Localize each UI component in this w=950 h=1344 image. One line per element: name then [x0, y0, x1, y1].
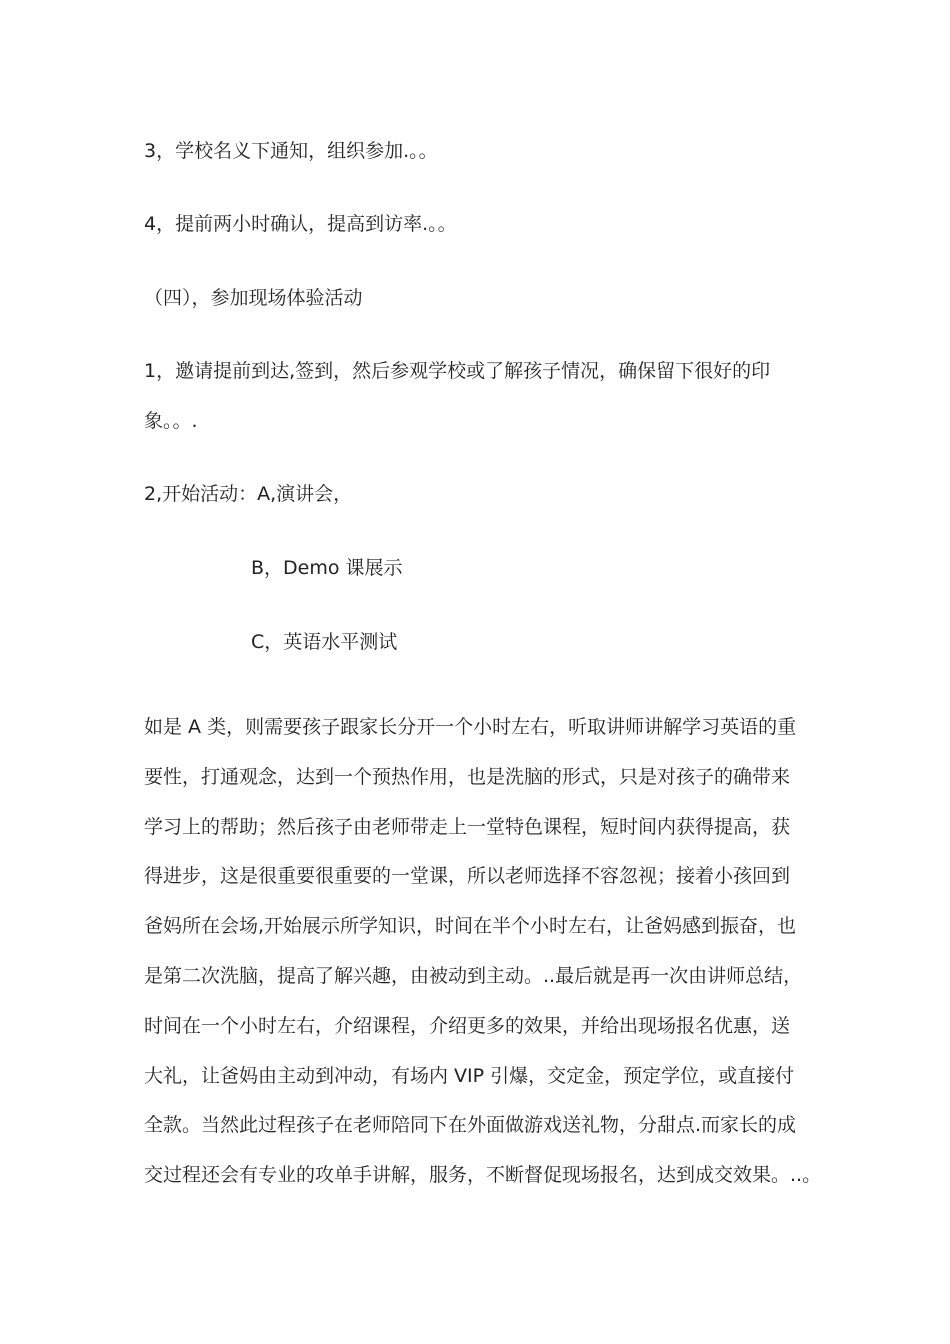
paragraph-line: 要性，打通观念，达到一个预热作用，也是洗脑的形式，只是对孩子的确带来 — [144, 765, 791, 788]
list-item-3: 3，学校名义下通知，组织参加.。。 — [144, 140, 438, 162]
paragraph-line: 如是 A 类，则需要孩子跟家长分开一个小时左右，听取讲师讲解学习英语的重 — [144, 716, 797, 738]
list-item-1: 1，邀请提前到达,签到，然后参观学校或了解孩子情况，确保留下很好的印 — [144, 360, 771, 382]
sub-item-c: C，英语水平测试 — [251, 631, 398, 653]
paragraph-line: 是第二次洗脑，提高了解兴趣，由被动到主动。..最后就是再一次由讲师总结， — [144, 964, 803, 987]
list-item-4: 4，提前两小时确认，提高到访率.。。 — [144, 213, 457, 235]
section-heading: （四），参加现场体验活动 — [144, 287, 363, 309]
paragraph-line: 得进步，这是很重要很重要的一堂课，所以老师选择不容忽视；接着小孩回到 — [144, 865, 791, 888]
list-item-1-continuation: 象。。. — [144, 410, 198, 432]
paragraph-line: 大礼，让爸妈由主动到冲动，有场内 VIP 引爆，交定金，预定学位，或直接付 — [144, 1064, 795, 1087]
list-item-2: 2,开始活动：A,演讲会， — [144, 483, 353, 505]
sub-item-b: B，Demo 课展示 — [251, 557, 403, 579]
paragraph-line: 全款。当然此过程孩子在老师陪同下在外面做游戏送礼物，分甜点.而家长的成 — [144, 1114, 797, 1137]
paragraph-line: 学习上的帮助；然后孩子由老师带走上一堂特色课程，短时间内获得提高，获 — [144, 815, 791, 838]
body-paragraph — [144, 703, 822, 1201]
paragraph-line: 时间在一个小时左右，介绍课程，介绍更多的效果，并给出现场报名优惠，送 — [144, 1014, 791, 1037]
paragraph-line: 交过程还会有专业的攻单手讲解，服务，不断督促现场报名，达到成交效果。..。 — [144, 1164, 822, 1187]
paragraph-line: 爸妈所在会场,开始展示所学知识，时间在半个小时左右，让爸妈感到振奋，也 — [144, 915, 797, 938]
